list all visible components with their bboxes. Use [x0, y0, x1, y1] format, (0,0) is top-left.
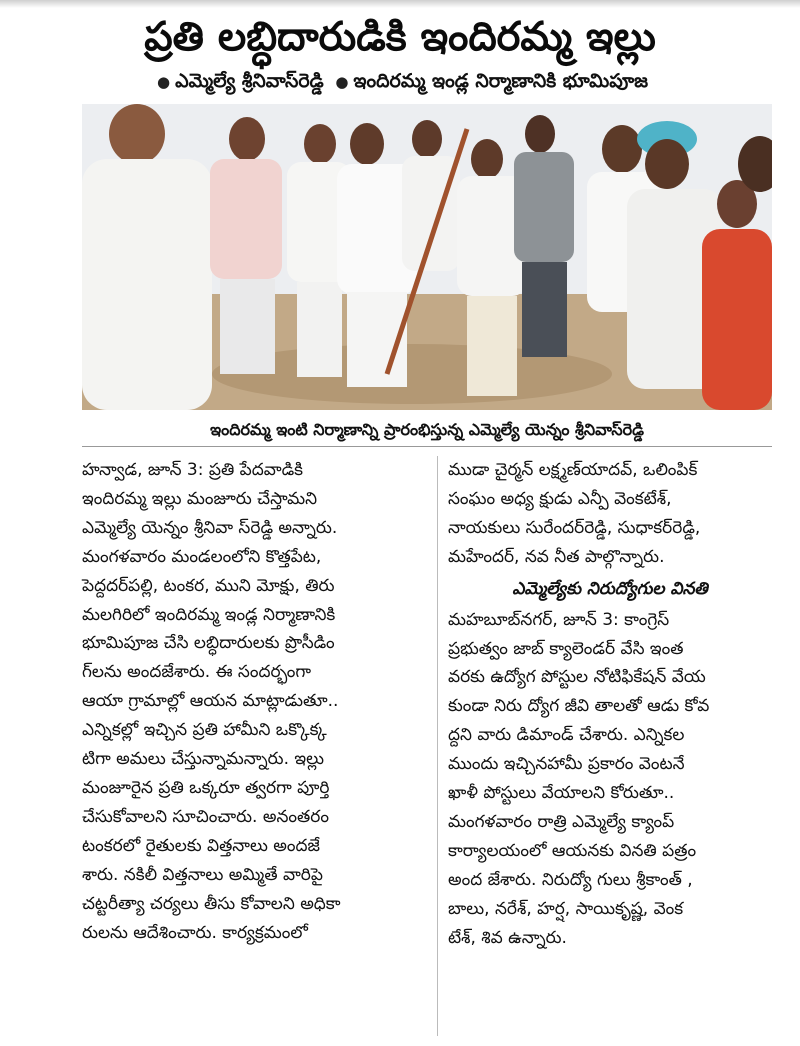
right-line: కార్యాలయంలో ఆయనకు వినతి పత్రం — [448, 840, 697, 861]
column-divider — [437, 456, 438, 1036]
right-line: మంగళవారం రాత్రి ఎమ్మెల్యే క్యాంప్ — [448, 811, 675, 832]
left-line: భూమిపూజ చేసి లబ్ధిదారులకు ప్రొసీడిం — [82, 633, 335, 654]
right-line: ముడా చైర్మన్ లక్ష్మణ్‌యాదవ్, ఒలింపిక్ — [448, 460, 698, 480]
right-line: మహేందర్, నవ నీత పాల్గొన్నారు. — [448, 546, 665, 567]
right-line: టేశ్, శివ ఉన్నారు. — [448, 927, 567, 948]
left-line: ఇందిరమ్మ ఇల్లు మంజూరు చేస్తామని — [82, 488, 318, 509]
right-line: సంఘం అధ్య క్షుడు ఎన్పీ వెంకటేశ్, — [448, 488, 672, 509]
left-line: హన్వాడ, జూన్ 3: ప్రతి పేదవాడికి — [82, 460, 304, 480]
page-top-strip — [0, 0, 800, 8]
left-line: మంజూరైన ప్రతి ఒక్కరూ త్వరగా పూర్తి — [82, 777, 330, 798]
left-line: గ్‌లను అందజేశారు. ఈ సందర్భంగా — [82, 662, 312, 683]
right-line: అంద జేశారు. నిరుద్యో గులు శ్రీకాంత్ , — [448, 869, 693, 890]
left-line: శారు. నకిలీ విత్తనాలు అమ్మితే వారిపై — [82, 864, 323, 885]
left-line: పెద్దదర్‌పల్లి, టంకర, ముని మోక్షు, తిరు — [82, 575, 335, 596]
right-line: నాయకులు సురేందర్‌రెడ్డి, సుధాకర్‌రెడ్డి, — [448, 517, 701, 538]
right-line: ద్దని వారు డిమాండ్ చేశారు. ఎన్నికల — [448, 725, 685, 746]
right-line: ప్రభుత్వం జాబ్ క్యాలెండర్ వేసి ఇంత — [448, 638, 684, 659]
right-line: మహబూబ్‌నగర్, జూన్ 3: కాంగ్రెస్ — [448, 609, 670, 630]
bullet-dot-icon: ● — [156, 73, 171, 91]
article-subhead — [0, 66, 800, 96]
photo-caption: ఇందిరమ్మ ఇంటి నిర్మాణాన్ని ప్రారంభిస్తున్న ఎమ్మెల్యే యెన్నం శ్రీనివాస్‌రెడ్డి — [82, 414, 772, 447]
sub-article-title: ఎమ్మెల్యేకు నిరుద్యోగుల వినతి — [512, 578, 708, 599]
right-column — [448, 456, 772, 953]
left-line: టిగా అమలు చేస్తున్నామన్నారు. ఇల్లు — [82, 749, 325, 770]
left-line: చేసుకోవాలని సూచించారు. అనంతరం — [82, 806, 329, 827]
left-line: ఎమ్మెల్యే యెన్నం శ్రీనివా స్‌రెడ్డి అన్నారు. — [82, 517, 338, 538]
right-line: వరకు ఉద్యోగ పోస్టుల నోటిఫికేషన్ వేయ — [448, 667, 706, 688]
news-photo-illustration — [82, 104, 772, 410]
right-line: ఖాళీ పోస్టులు వేయాలని కోరుతూ.. — [448, 783, 675, 804]
left-line: రులను ఆదేశించారు. కార్యక్రమంలో — [82, 922, 308, 943]
right-line: ముందు ఇచ్చినహామీ ప్రకారం వెంటనే — [448, 754, 685, 775]
news-photo — [82, 104, 772, 410]
subhead-item-2: ఇందిరమ్మ ఇండ్ల నిర్మాణానికి భూమిపూజ — [353, 70, 649, 92]
left-line: చట్టరీత్యా చర్యలు తీసు కోవాలని అధికా — [82, 893, 341, 914]
left-line: మలగిరిలో ఇందిరమ్మ ఇండ్ల నిర్మాణానికి — [82, 604, 336, 625]
right-line: బాలు, నరేశ్, హర్ష, సాయికృష్ణ, వెంక — [448, 898, 684, 919]
left-line: ఎన్నికల్లో ఇచ్చిన ప్రతి హామీని ఒక్కొక్క — [82, 720, 327, 741]
article-headline: ప్రతి లబ్ధిదారుడికి ఇందిరమ్మ ఇల్లు — [144, 14, 656, 60]
left-line: టంకరలో రైతులకు విత్తనాలు అందజే — [82, 835, 320, 856]
left-column — [82, 456, 426, 947]
subhead-item-1: ఎమ్మెల్యే శ్రీనివాస్‌రెడ్డి — [175, 70, 324, 92]
left-line: ఆయా గ్రామాల్లో ఆయన మాట్లాడుతూ.. — [82, 691, 339, 712]
right-line: కుండా నిరు ద్యోగ జీవి తాలతో ఆడు కోవ — [448, 696, 710, 717]
bullet-dot-icon: ● — [335, 73, 349, 91]
left-line: మంగళవారం మండలంలోని కొత్తపేట, — [82, 546, 322, 567]
